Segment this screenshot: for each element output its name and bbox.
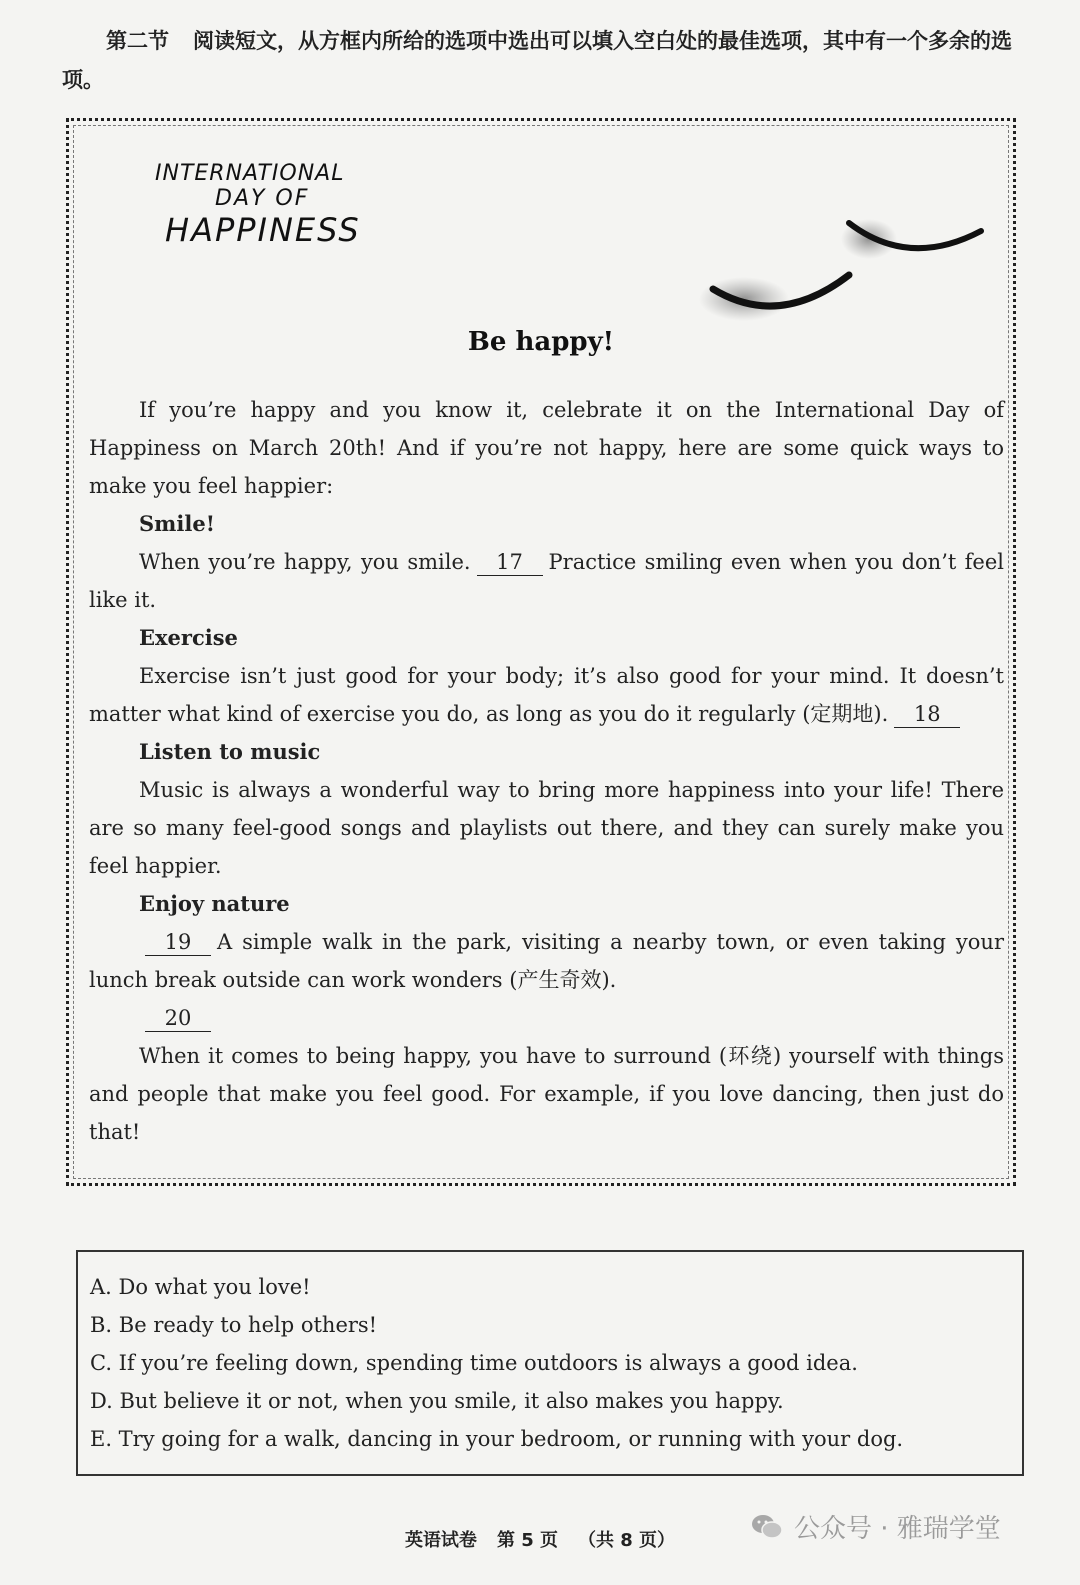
smile-paragraph (89, 543, 1004, 619)
wechat-icon (750, 1510, 784, 1544)
option-b: B. Be ready to help others! (90, 1313, 378, 1337)
nature-text: A simple walk in the park, visiting a nearby town, or even taking your lunch break outside can work wonders (产生奇效). (89, 930, 1004, 992)
blank-19: 19 (145, 929, 211, 956)
option-e: E. Try going for a walk, dancing in your bedroom, or running with your dog. (90, 1427, 904, 1451)
exercise-paragraph (89, 657, 1004, 733)
blank-20-line (89, 999, 1004, 1037)
music-heading: Listen to music (139, 739, 321, 764)
smile-heading: Smile! (139, 511, 215, 536)
exercise-heading: Exercise (139, 625, 238, 650)
nature-paragraph (89, 923, 1004, 999)
logo-line-1: INTERNATIONAL (155, 161, 345, 186)
passage-body (89, 391, 1004, 1151)
option-a: A. Do what you love! (90, 1275, 311, 1299)
footer-subject: 英语试卷 (404, 1530, 477, 1551)
blank-20: 20 (145, 1005, 211, 1032)
instruction (62, 22, 1032, 100)
music-paragraph: Music is always a wonderful way to bring more happiness into your life! There are so many feel-good songs and playlists out there, and they can surely make you feel happier. (89, 778, 1004, 878)
passage-title: Be happy! (467, 327, 615, 357)
smile-text-a: When you’re happy, you smile. (139, 550, 471, 574)
blank-17: 17 (477, 549, 543, 576)
smile-illustration-icon (689, 211, 989, 341)
blank-18: 18 (894, 701, 960, 728)
instruction-text: 阅读短文，从方框内所给的选项中选出可以填入空白处的最佳选项，其中有一个多余的选项。 (62, 29, 1012, 92)
options-box (76, 1250, 1024, 1476)
smile-text-b: Practice smiling even when you don’t feel like it. (89, 550, 1005, 612)
section-label: 第二节 (106, 29, 169, 53)
exercise-text: Exercise isn’t just good for your body; it’s also good for your mind. It doesn’t matter what kind of exercise you do, as long as you do it regularly (定期地). (89, 664, 1004, 726)
watermark (750, 1508, 1001, 1545)
logo-line-2: DAY OF (215, 186, 310, 211)
last-paragraph: When it comes to being happy, you have to surround (环绕) yourself with things and people that make you feel good. For example, if you love dancing, then just do that! (89, 1044, 1004, 1144)
nature-heading: Enjoy nature (139, 891, 290, 916)
passage-box (66, 118, 1016, 1186)
footer-total: （共 8 页） (578, 1530, 676, 1551)
watermark-text: 公众号 · 雅瑞学堂 (794, 1514, 1001, 1544)
option-c: C. If you’re feeling down, spending time outdoors is always a good idea. (90, 1351, 858, 1375)
logo-line-3: HAPPINESS (165, 211, 361, 249)
footer-page: 第 5 页 (496, 1530, 558, 1551)
option-d: D. But believe it or not, when you smile, it also makes you happy. (90, 1389, 784, 1413)
intro-paragraph: If you’re happy and you know it, celebrate it on the International Day of Happiness on March 20th! And if you’re not happy, here are some quick ways to make you feel happier: (89, 398, 1004, 498)
happiness-day-logo (155, 161, 415, 249)
